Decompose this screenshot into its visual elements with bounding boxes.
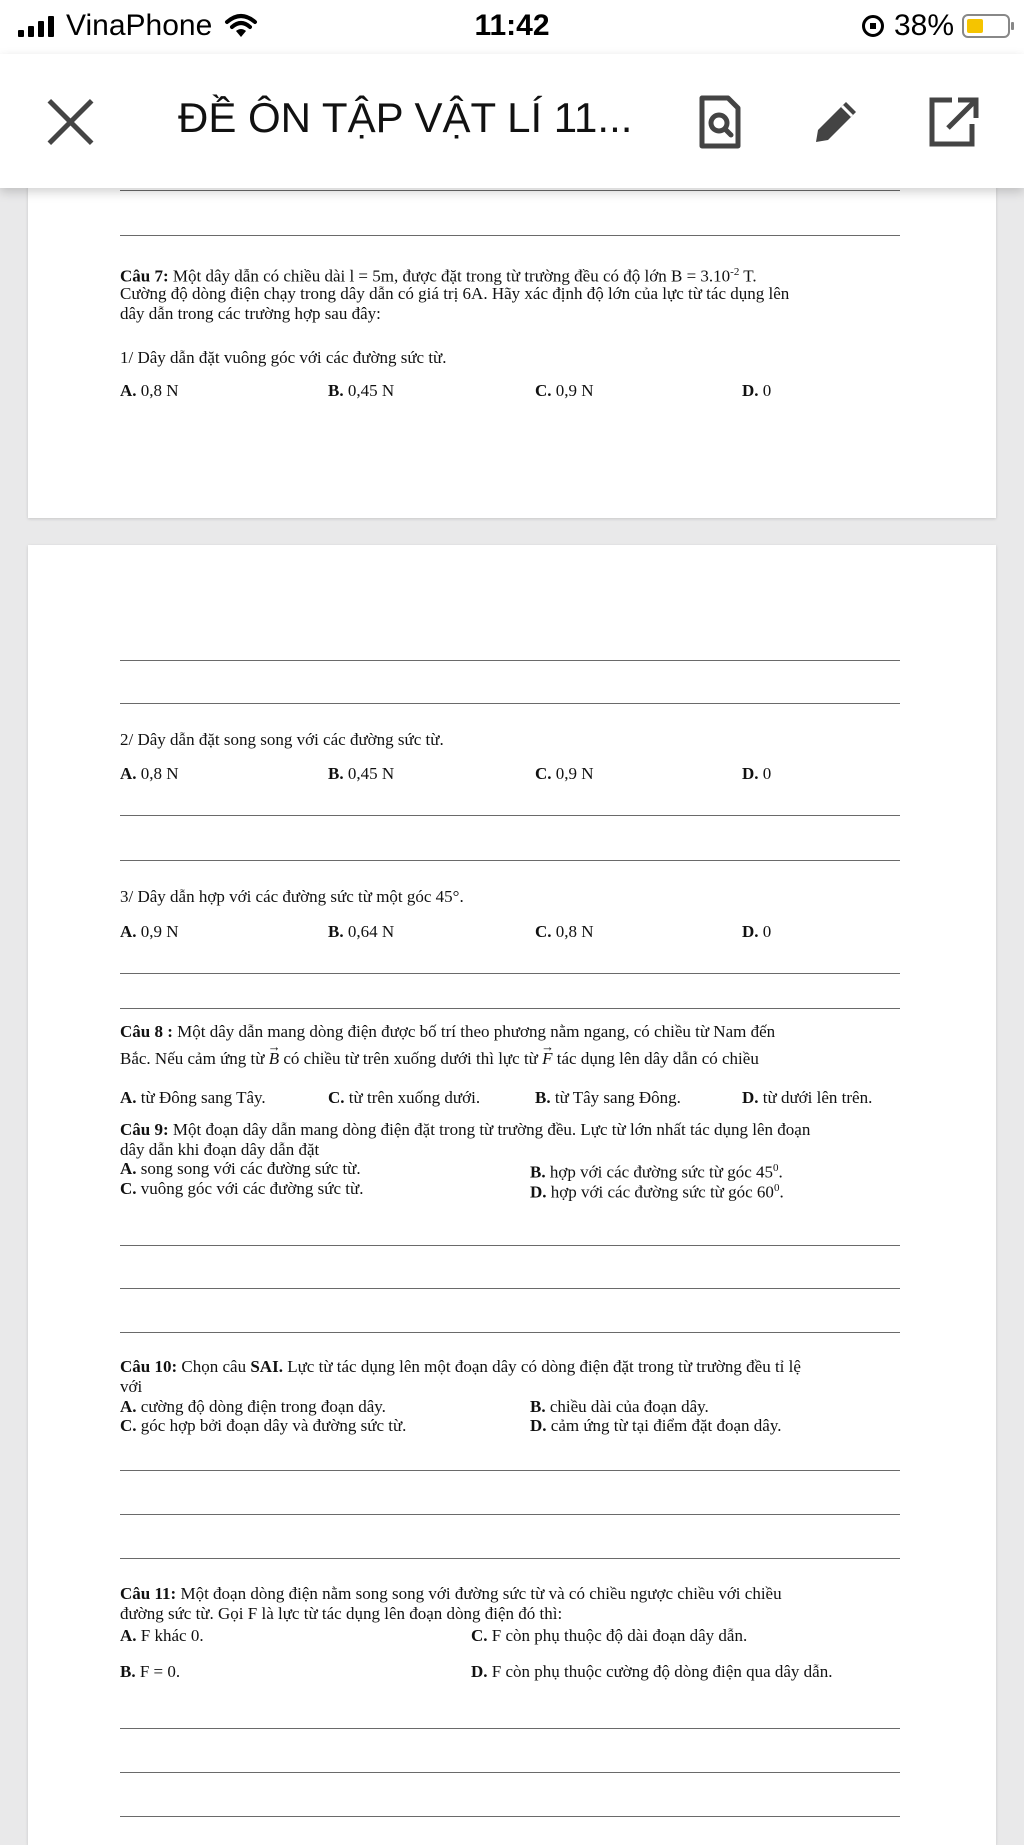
q7-sub-3: 3/ Dây dẫn hợp với các đường sức từ một góc 45°. [120, 887, 464, 906]
close-icon[interactable] [44, 96, 96, 148]
answer-line [120, 815, 900, 816]
q7-s1-option-b: B. 0,45 N [328, 381, 395, 400]
answer-line [120, 703, 900, 704]
q8-option-d: D. từ dưới lên trên. [742, 1088, 873, 1107]
answer-line [120, 1558, 900, 1559]
q11-line-2: đường sức từ. Gọi F là lực từ tác dụng lên đoạn dòng điện đó thì: [120, 1604, 563, 1623]
answer-line [120, 973, 900, 974]
q9-line-1: Câu 9: Một đoạn dây dẫn mang dòng điện đặt trong từ trường đều. Lực từ lớn nhất tác dụng lên đoạn [120, 1120, 811, 1139]
q10-line-2: với [120, 1377, 143, 1396]
q8-option-c: C. từ trên xuống dưới. [328, 1088, 481, 1107]
q11-line-1: Câu 11: Một đoạn dòng điện nằm song song với đường sức từ và có chiều ngược chiều với chiều [120, 1584, 782, 1603]
open-external-icon[interactable] [924, 92, 984, 152]
q7-s3-option-b: B. 0,64 N [328, 922, 395, 941]
document-title: ĐỀ ÔN TẬP VẬT LÍ 11... [178, 94, 633, 141]
answer-line [120, 1245, 900, 1246]
answer-line [120, 660, 900, 661]
carrier-name: VinaPhone [66, 9, 213, 42]
q8-option-a: A. từ Đông sang Tây. [120, 1088, 266, 1107]
battery-percent: 38% [893, 9, 954, 42]
q9-option-c: C. vuông góc với các đường sức từ. [120, 1179, 364, 1198]
q7-line-1: Câu 7: Một dây dẫn có chiều dài l = 5m, được đặt trong từ trường đều có độ lớn $B = 3.10^{-2}$ T. [120, 266, 757, 286]
q7-line-2: Cường độ dòng điện chạy trong dây dẫn có giá trị 6A. Hãy xác định độ lớn của lực từ tác dụng lên [120, 284, 790, 303]
q7-s1-option-d: D. 0 [742, 381, 772, 400]
q7-sub-2: 2/ Dây dẫn đặt song song với các đường sức từ. [120, 730, 444, 749]
q7-sub-1: 1/ Dây dẫn đặt vuông góc với các đường sức từ. [120, 348, 447, 367]
answer-line [120, 1728, 900, 1729]
clock: 11:42 [474, 9, 550, 42]
q10-option-c: C. góc hợp bởi đoạn dây và đường sức từ. [120, 1416, 407, 1435]
q10-line-1: Câu 10: Chọn câu SAI. Lực từ tác dụng lên một đoạn dây có dòng điện đặt trong từ trường đều tỉ lệ [120, 1357, 801, 1376]
q7-s2-option-a: A. 0,8 N [120, 764, 179, 783]
q11-option-d: D. F còn phụ thuộc cường độ dòng điện qua dây dẫn. [471, 1662, 833, 1681]
q7-s3-option-a: A. 0,9 N [120, 922, 179, 941]
q7-s1-option-c: C. 0,9 N [535, 381, 594, 400]
answer-line [120, 1332, 900, 1333]
q10-option-d: D. cảm ứng từ tại điểm đặt đoạn dây. [530, 1416, 782, 1435]
q8-line-2: Bắc. Nếu cảm ứng từ → B có chiều từ trên xuống dưới thì lực từ → F tác dụng lên dây dẫn có chiều [120, 1048, 759, 1069]
edit-pencil-icon[interactable] [806, 92, 866, 152]
answer-line [120, 860, 900, 861]
q7-s3-option-d: D. 0 [742, 922, 772, 941]
status-bar [0, 0, 1024, 54]
answer-line [120, 1288, 900, 1289]
q9-line-2: dây dẫn khi đoạn dây dẫn đặt [120, 1140, 320, 1159]
q7-s2-option-c: C. 0,9 N [535, 764, 594, 783]
battery-icon [962, 14, 1010, 38]
q11-option-a: A. F khác 0. [120, 1626, 204, 1645]
q10-option-a: A. cường độ dòng điện trong đoạn dây. [120, 1397, 386, 1416]
answer-line [120, 1008, 900, 1009]
q9-option-a: A. song song với các đường sức từ. [120, 1159, 361, 1178]
q9-option-d: D. hợp với các đường sức từ góc $60^0$. [530, 1182, 784, 1202]
answer-line [120, 1514, 900, 1515]
q8-option-b: B. từ Tây sang Đông. [535, 1088, 681, 1107]
document-page-2 [28, 545, 996, 1845]
answer-line [120, 235, 900, 236]
answer-line [120, 1816, 900, 1817]
q8-line-1: Câu 8 : Một dây dẫn mang dòng điện được bố trí theo phương nằm ngang, có chiều từ Nam đến [120, 1022, 776, 1041]
q9-option-b: B. hợp với các đường sức từ góc $45^0$. [530, 1162, 783, 1182]
q11-option-c: C. F còn phụ thuộc độ dài đoạn dây dẫn. [471, 1626, 748, 1645]
rotation-lock-icon [862, 15, 884, 37]
q11-option-b: B. F = 0. [120, 1662, 181, 1681]
q7-s2-option-d: D. 0 [742, 764, 772, 783]
q7-s1-option-a: A. 0,8 N [120, 381, 179, 400]
viewer-toolbar [0, 54, 1024, 188]
document-page-1 [28, 150, 996, 518]
answer-line [120, 190, 900, 191]
q7-s3-option-c: C. 0,8 N [535, 922, 594, 941]
q7-line-3: dây dẫn trong các trường hợp sau đây: [120, 304, 381, 323]
q10-option-b: B. chiều dài của đoạn dây. [530, 1397, 709, 1416]
q7-s2-option-b: B. 0,45 N [328, 764, 395, 783]
battery-group [862, 9, 1010, 43]
answer-line [120, 1470, 900, 1471]
find-in-document-icon[interactable] [690, 92, 750, 152]
answer-line [120, 1772, 900, 1773]
